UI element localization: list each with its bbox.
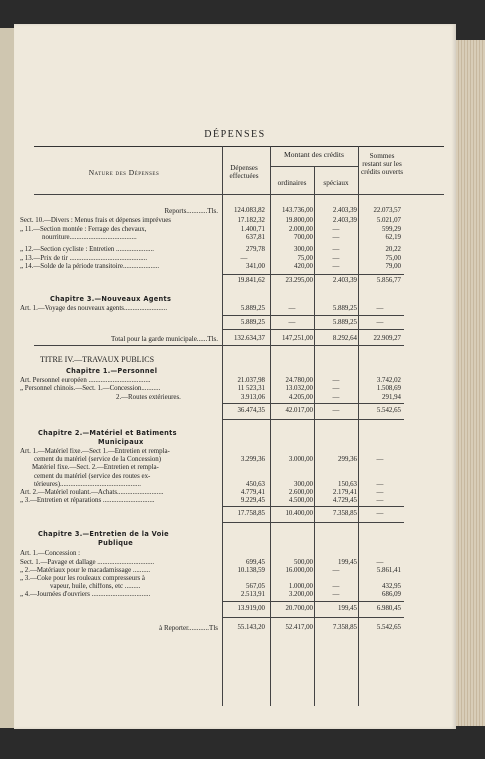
materiel-subtotal-cell-2: 10.400,00 — [285, 510, 313, 518]
voie-row-1-label: Art. 1.—Concession : — [20, 550, 81, 558]
personnel-row-3-cell-4: 291,94 — [382, 393, 401, 401]
garde-row-4-cell-4: 20,22 — [385, 246, 401, 253]
materiel-row-2-cell-4: — — [376, 456, 384, 464]
materiel-row-2-cell-3: 299,36 — [338, 456, 357, 464]
personnel-subtotal-cell-2: 42.017,00 — [285, 407, 313, 414]
montant-rule — [270, 166, 358, 167]
personnel-subtotal-cell-4: 5.542,65 — [376, 407, 401, 414]
chapter2-materiel-title-b: Municipaux — [98, 438, 144, 446]
personnel-end-rule — [222, 419, 404, 420]
a-reporter-label: à Reporter............Tls — [159, 623, 218, 632]
voie-row-2-cell-3: 199,45 — [338, 558, 357, 566]
voie-row-2-label: Sect. 1.—Pavage et dallage ................................. — [20, 558, 155, 566]
agents-subtotal-cell-3: 5.889,25 — [332, 318, 357, 326]
a-reporter-cell-3: 7.358,85 — [332, 623, 357, 631]
personnel-row-1-cell-1: 21.037,98 — [237, 376, 265, 384]
agents-subtotal-cell-1: 5.889,25 — [240, 318, 265, 326]
voie-sub-rule — [222, 601, 404, 602]
a-reporter-cell-2: 52.417,00 — [285, 623, 313, 631]
voie-row-2-cell-1: 699,45 — [246, 558, 265, 566]
garde-row-6-cell-2: 420,00 — [294, 263, 313, 270]
garde-row-3-label: nourriture....................................... — [42, 234, 137, 241]
materiel-subtotal-cell-3: 7.358,85 — [332, 510, 357, 518]
voie-row-2-cell-2: 500,00 — [294, 558, 313, 566]
garde-subtotal-cell-1: 19.841,62 — [237, 276, 265, 284]
materiel-row-7-cell-2: 4.500,00 — [288, 497, 313, 505]
materiel-row-7-cell-4: — — [376, 497, 384, 505]
voie-subtotal-cell-4: 6.980,45 — [376, 604, 401, 612]
agents-subtotal-cell-4: — — [376, 318, 384, 326]
garde-row-6-cell-3: — — [332, 263, 340, 270]
agents-end-rule — [222, 329, 404, 330]
garde-row-4-label: „ 12.—Section cycliste : Entretien ...................... — [20, 246, 154, 253]
materiel-row-7-cell-1: 9.229,45 — [240, 497, 265, 505]
materiel-row-6-cell-3: 2.179,41 — [332, 489, 357, 496]
personnel-row-3-cell-1: 3.913,06 — [240, 393, 265, 401]
personnel-row-1-cell-2: 24.780,00 — [285, 376, 313, 384]
header-bottom-rule — [34, 194, 444, 195]
materiel-row-6-label: Art. 2.—Matériel roulant.—Achats........................... — [20, 489, 164, 496]
agents-row-1-cell-3: 5.889,25 — [332, 304, 357, 312]
garde-row-5-cell-4: 75,00 — [385, 254, 401, 262]
voie-row-5-cell-4: 432,95 — [382, 583, 401, 591]
voie-end-rule — [222, 617, 404, 618]
materiel-row-7-cell-3: 4.729,45 — [332, 497, 357, 505]
total-garde-cell-4: 22.909,27 — [373, 334, 401, 342]
voie-subtotal-cell-2: 20.700,00 — [285, 604, 313, 612]
page-title: DÉPENSES — [204, 129, 266, 140]
voie-row-6-cell-2: 3.200,00 — [288, 591, 313, 599]
garde-subtotal-cell-2: 23.295,00 — [285, 276, 313, 284]
garde-row-1-cell-1: 17.182,32 — [237, 217, 265, 224]
total-garde-cell-1: 132.634,37 — [233, 334, 265, 342]
garde-sub-rule — [222, 274, 404, 275]
header-montant: Montant des crédits — [284, 150, 344, 159]
garde-row-2-cell-3: — — [332, 225, 340, 233]
a-reporter-cell-4: 5.542,65 — [376, 623, 401, 631]
voie-row-5-cell-3: — — [332, 583, 340, 591]
voie-row-3-cell-1: 10.138,59 — [237, 566, 265, 574]
garde-row-1-label: Sect. 10.—Divers : Menus frais et dépenses imprévues — [20, 217, 171, 224]
materiel-subtotal-cell-1: 17.758,85 — [237, 510, 265, 518]
a-reporter-cell-1: 55.143,20 — [237, 623, 265, 631]
agents-row-1-cell-1: 5.889,25 — [240, 304, 265, 312]
total-garde-label: Total pour la garde municipale......Tls. — [110, 334, 218, 343]
personnel-row-2-cell-1: 11 523,31 — [237, 385, 265, 392]
garde-row-4-cell-1: 279,78 — [246, 246, 265, 253]
garde-row-3-cell-4: 62,19 — [385, 234, 401, 241]
reports-cell-4: 22.073,57 — [373, 207, 401, 214]
chapter3-agents-title: Chapitre 3.—Nouveaux Agents — [50, 294, 172, 303]
header-speciaux: spéciaux — [323, 179, 349, 187]
chapter1-personnel-title: Chapitre 1.—Personnel — [66, 366, 158, 375]
garde-row-6-cell-1: 341,00 — [246, 263, 265, 270]
total-garde-cell-3: 8.292,64 — [332, 334, 357, 342]
voie-row-4-label: „ 3.—Coke pour les rouleaux compresseurs à — [20, 575, 145, 582]
voie-row-5-cell-1: 567,05 — [246, 583, 265, 591]
materiel-row-6-cell-4: — — [376, 489, 384, 496]
agents-sub-rule — [222, 315, 404, 316]
header-sommes: Sommes restant sur les crédits ouverts — [360, 152, 404, 176]
voie-row-6-cell-4: 686,09 — [382, 591, 401, 599]
personnel-row-2-cell-4: 1.508,69 — [376, 385, 401, 392]
voie-row-6-label: „ 4.—Journées d'ouvriers .................................. — [20, 591, 151, 599]
garde-row-5-cell-2: 75,00 — [297, 254, 313, 262]
voie-subtotal-cell-1: 13.919,00 — [237, 604, 265, 612]
personnel-row-1-cell-4: 3.742,02 — [376, 376, 401, 384]
garde-row-3-cell-1: 637,81 — [246, 234, 265, 241]
total-garde-cell-2: 147,251,00 — [281, 334, 313, 342]
voie-row-3-cell-4: 5.861,41 — [376, 566, 401, 574]
materiel-row-6-cell-2: 2.600,00 — [288, 489, 313, 496]
voie-row-6-cell-1: 2.513,91 — [240, 591, 265, 599]
materiel-row-5-cell-4: — — [376, 480, 384, 488]
personnel-row-2-label: „ Personnel chinois.—Sect. 1.—Concession........... — [20, 385, 161, 392]
voie-row-6-cell-3: — — [332, 591, 340, 599]
reports-label: Reports............Tls. — [164, 207, 218, 215]
book-page-edges — [456, 40, 485, 726]
voie-row-3-cell-3: — — [332, 566, 340, 574]
voie-row-5-label: vapeur, huile, chiffons, etc ......... — [50, 583, 141, 591]
garde-row-5-label: „ 13.—Prix de tir ............................................. — [20, 254, 148, 262]
personnel-subtotal-cell-1: 36.474,35 — [237, 407, 265, 414]
garde-row-1-cell-2: 19.800,00 — [285, 217, 313, 224]
garde-row-2-label: „ 11.—Section montée : Ferrage des chevaux, — [20, 225, 147, 233]
agents-row-1-cell-4: — — [376, 304, 384, 312]
materiel-row-2-cell-1: 3.299,36 — [240, 456, 265, 464]
materiel-subtotal-cell-4: — — [376, 510, 384, 518]
personnel-row-2-cell-3: — — [332, 385, 340, 392]
garde-row-1-cell-4: 5.021,07 — [376, 217, 401, 224]
garde-row-2-cell-1: 1.400,71 — [240, 225, 265, 233]
garde-row-2-cell-4: 599,29 — [382, 225, 401, 233]
personnel-subtotal-cell-3: — — [332, 407, 340, 414]
materiel-row-3-label: Matériel fixe.—Sect. 2.—Entretien et rempla- — [32, 464, 159, 472]
garde-row-5-cell-1: — — [240, 254, 248, 262]
materiel-row-5-label: térieures)............................................... — [34, 480, 141, 488]
reports-cell-1: 124.083,82 — [233, 207, 265, 214]
voie-row-5-cell-2: 1.000,00 — [288, 583, 313, 591]
header-depenses: Dépenses effectuées — [229, 164, 259, 180]
garde-row-5-cell-3: — — [332, 254, 340, 262]
materiel-end-rule — [222, 522, 404, 523]
agents-row-1-cell-2: — — [288, 304, 296, 312]
chapter3-voie-title-a: Chapitre 3.—Entretien de la Voie — [38, 530, 169, 539]
materiel-row-2-label: cement du matériel (service de la Concession) — [34, 456, 162, 464]
personnel-row-3-cell-2: 4.205,00 — [288, 393, 313, 401]
materiel-row-6-cell-1: 4.779,41 — [240, 489, 265, 496]
garde-row-3-cell-3: — — [332, 234, 340, 241]
agents-subtotal-cell-2: — — [288, 318, 296, 326]
personnel-row-3-label: 2.—Routes extérieures. — [116, 393, 181, 401]
garde-row-6-label: „ 14.—Solde de la période transitoire..................... — [20, 263, 160, 270]
personnel-sub-rule — [222, 403, 404, 404]
materiel-row-7-label: „ 3.—Entretien et réparations .............................. — [20, 497, 155, 505]
materiel-sub-rule — [222, 506, 404, 507]
materiel-row-2-cell-2: 3.000,00 — [288, 456, 313, 464]
garde-row-4-cell-2: 300,00 — [294, 246, 313, 253]
header-ordinaires: ordinaires — [277, 179, 307, 187]
voie-row-3-label: „ 2.—Matériaux pour le macadamissage .......... — [20, 566, 151, 574]
total-garde-rule — [34, 345, 404, 346]
left-page-edge — [0, 28, 14, 728]
materiel-row-1-label: Art. 1.—Matériel fixe.—Sect 1.—Entretien et rempla- — [20, 448, 170, 455]
voie-subtotal-cell-3: 199,45 — [338, 604, 357, 612]
personnel-row-1-label: Art. Personnel européen .................................... — [20, 376, 151, 384]
reports-cell-2: 143.736,00 — [281, 207, 313, 214]
materiel-row-5-cell-1: 450,63 — [246, 480, 265, 488]
garde-subtotal-cell-4: 5.856,77 — [376, 276, 401, 284]
garde-row-1-cell-3: 2.403,39 — [332, 217, 357, 224]
chapter3-voie-title-b: Publique — [98, 539, 134, 548]
chapter2-materiel-title-a: Chapitre 2.—Matériel et Batiments — [38, 429, 177, 437]
materiel-row-5-cell-2: 300,00 — [294, 480, 313, 488]
table-top-rule — [34, 146, 444, 147]
garde-row-2-cell-2: 2.000,00 — [288, 225, 313, 233]
materiel-row-5-cell-3: 150,63 — [338, 480, 357, 488]
garde-row-3-cell-2: 700,00 — [294, 234, 313, 241]
garde-row-4-cell-3: — — [332, 246, 340, 253]
titre4-heading: TITRE IV.—TRAVAUX PUBLICS — [40, 354, 155, 364]
personnel-row-3-cell-3: — — [332, 393, 340, 401]
materiel-row-4-label: cement du matériel (service des routes ex- — [34, 472, 151, 480]
garde-subtotal-cell-3: 2.403,39 — [332, 276, 357, 284]
document-page — [14, 24, 456, 729]
voie-row-3-cell-2: 16.000,00 — [285, 566, 313, 574]
agents-row-1-label: Art. 1.—Voyage des nouveaux agents......................... — [20, 304, 168, 312]
header-nature: Nature des Dépenses — [88, 168, 160, 177]
personnel-row-1-cell-3: — — [332, 376, 340, 384]
reports-cell-3: 2.403,39 — [332, 207, 357, 214]
personnel-row-2-cell-2: 13.032,00 — [285, 385, 313, 392]
garde-row-6-cell-4: 79,00 — [385, 263, 401, 270]
voie-row-2-cell-4: — — [376, 558, 384, 566]
